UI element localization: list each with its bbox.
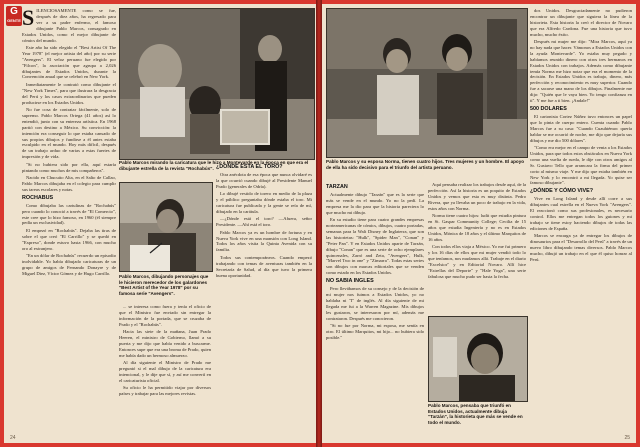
photo-caption: Pablo Marcos, dibujando personajes que le hicieron merecedor de los galardones "Best Artist of the Year 1978" por su famosa serie "Avengers". [119,274,209,296]
left-column-1 [22,8,116,440]
section-heading: 500 DOLARES [530,106,567,112]
article-paragraph: "En un dólar de Rochabús" recuerdo un episodio inolvidable. Yo había dibujado caricaturas de un grupo de amigos de Fernando Donayre y de Miguel Diez, Víctor Gómez y de Hugo Carrillo. [22,252,116,276]
article-paragraph: Norma tiene cuatro hijos: ludit que estudia pintura en St. Gaspar Community College; Cecilia de 15 años que estudia Ingeniería y no es en Estados Unidos, Mónica de 18 años y el último Marquitos de 16 años. [428,213,526,242]
photo-image [120,183,212,271]
section-heading: ROCHABUS [22,194,54,201]
article-paragraph: Hacia las siete de la mañana, Juan Prado Heeren, el ministro de Gobierno, llamó a su puerta y me dijo que había venido a buscarme. Entonces supe que era una broma de Prado, quien me había dado un hermoso almuerzo. [119,329,211,358]
article-paragraph: "Si no fue por Norma, mi esposa, me sentía en otro. El último Marquitos, mi hijo... no hubiera sido posible." [326,323,424,340]
article-paragraph: El cartonista Cortez Núñez tuvo entonces un papel que lo pinta de cuerpo entero. Cuenta cuando Pablo Marcos fue a su casa: "Cuando Cuauhtémoc quería hablar se me ocurrió de noche, me dijo que dejaría sus dibujos y me dio 500 dólares". [530,114,632,143]
article-paragraph: Actualmente dibujo "Tarzán" que es la serie que más se vende en el mundo. Yo no la pedí. La empresa me la dio para que la historia pareciera lo que mucho mi dibujo. [326,192,424,215]
article-paragraph: Inmediatamente le contrató como dibujante el "New York Times", para que ilustrara la desgracia del Perú y los casos extraordinarios que pueden producirse en los Estados Unidos. [22,81,116,105]
left-column-3 [119,304,211,440]
article-paragraph: El empezó en "Rochabús". Dejaba las tiras de sobre el que creó "El Carrillo" y se quedó en "Expreso", donde estuvo hasta 1966, con mucho oro al extranjero. [22,227,116,251]
section-heading: TARZAN [326,184,348,190]
article-paragraph: En su estudio tiene para cuatro grandes empresas norteamericanas de cómics, dibujos, cuatro portadas, semanas para la Walt Disney de Inglaterra, que son las historietas: "Hulk", "Spider Man", "Conan" y "Peter Pan". Y en Estados Unidos aparte de Tarzán, dibujo "Conan" que es una serie de ocho ejemplares quincenales, Zarró and Zeta, "Avengers", Hulk, "Marvel Two in one" y "Zimarra". Todas estas series son dibujos con marcas editoriales que se venden como estado en los Estados Unidos. [326,217,424,276]
article-paragraph: Al día siguiente el Ministro de Prado me preguntó si el mal dibujo de la caricatura era intencional, y le dije que sí, y así me convertí en el caricaturista oficial. [119,360,211,383]
article-paragraph: Otra anécdota de esa época que nunca olvidaré es la que ocurrió cuando dibujé al Presidente Manuel Prado (generales de Odría). [216,172,312,189]
article-paragraph: Su oficio le ha permitido viajar por diversos países y trabajar para las mejores revistas. [119,385,211,397]
article-paragraph: —¿Dónde está el toro? —Afuera, señor Presidente. —Ahí está el toro. [216,216,312,228]
photo-image [429,317,527,401]
photo-artist-portrait [428,316,528,402]
article-paragraph: ... se interesa como fuera y tenía el oficio de que el Ministro fue enviado sin entregar la información de la portada, que se cruzaba de Prado y el "Rochabús". [119,304,211,327]
article-paragraph: Con todos ellos viaja a México. Yo me fui primero y los 16 días de ellos que mi mujer vendió todo lo que teníamos, nos mudamos allá. Trabaje en el diario "Excelsior" y en Editorial Novaro. Allí hice "Estrellas del Deporte" y "Hale Yoga", una serie fabulosa que mucho pudo ser hasta la fecha. [428,244,526,279]
article-paragraph: Pero llevábamos de su consejo y de la decisión de mi mujer nos fuimos a Estados Unidos, yo no hablaba ni "I" de inglés. Al día siguiente de mi llegada me fui a la Warren Magazine. Mis dibujos les gustaron, se interesaron por mí, además me contrataron. Después me conocieron. [326,286,424,321]
photo-image [327,9,527,157]
right-column-1 [326,182,424,440]
article-paragraph: Vive en Long Island y desde allí corre a sus dibujantes cual estrella en el Nueva York "Avengers". El reaccionó como sus profesionales, es necesario control. Ellos me entregan todos los guiones y mi trabajo se tiene estoy haciendo dibujos de todas las ediciones de España. [530,196,632,231]
article-paragraph: Como dibujaba las cartulinas de "Rochabús" pero cuando lo conoció a través de "El Comercio", este cree que lo hizo famoso, en 1960 (él siempre pedía un exclusividad). [22,202,116,226]
dropcap-letter: S [22,8,35,30]
article-paragraph: Pablo Marcos ya es un hombre de fortuna y en Nueva York vive en una mansión con Long Island. Todos los años visita la Quinta Avenida con su familia. [216,229,312,253]
section-heading: ¿DÓNDE Y CÓMO VIVE? [530,188,594,195]
photo-artist-with-caricature [119,8,315,160]
photo-image [120,9,314,159]
article-paragraph: Aquí pensaba realizar los trabajos desde aquí, de la perfección. Así la historia es un poquito de Estados Unidos y vemos que esta es muy distinta. Pedro Rivera, que ya llevaba un poco de trabajo en la vida, estos años con Norma. [428,182,526,211]
article-paragraph: "Como era mejor en el campo de venta a los Estados Unidos, para que todos estos obstáculos en Nueva York como una vuelta de rueda, le dije con otros amigos al Sr. Gustavo Tello que arrancara la firma del primer corto al mismo viaje. Y me dijo que estaba también en New York y lo encontró a mi llegada. Yo quise ser famoso dibujante". [530,145,632,186]
magazine-logo-name: GENTE [7,18,21,23]
article-paragraph: Todos sus contemporáneos. Cuando empezó trabajando con temas de aventuras también en la Secretaría de Salud, al día que tuvo la primera buena oportunidad. [216,254,312,278]
article-paragraph: "Si no hubiera sido por ella, aquí estaría pintando como muchos de mis compañeros". [22,161,116,173]
article-paragraph: Nacido en Chucuito Alta, en el Salto de Callao, Pablo Marcos dibujaba en el colegio para cumplir sus tareas escolares y notas. [22,174,116,192]
photo-artist-drawing [119,182,213,272]
right-column-2 [428,182,526,312]
photo-caption: Pablo Marcos, pensaba que triunfó en Estados Unidos, actualmente dibuja "Tarzán", la historieta que más se vende en todo el mundo. [428,403,523,425]
article-paragraph: Después mi mujer me dijo: "Mira Marcos, aquí ya no hay nada que hacer. Vámonos a Estados Unidos con la ayuda Montevarde". Yo estaba muy pegado y habíamos reunido dinero con otros tres hermanos en Estados Unidos con trabajos. Además como dibujante temía Norma me hizo notar que era el momento de la decisión. En Estados Unidos es trabajo, dinero, más perfección y reconocimiento es muy superior. Cuando fue a sacarse una mano de los dibujos. Finalmente me dijo: "Quién que le vaya bien. Yo tengo confianza en ti". Y me fue a ti bien. ¡Andale!" [530,39,632,104]
article-paragraph: No fue cosa de contratar fácilmente, solo de supremo. Pablo Marcos Ortega (41 años) así lo entendió, junto con su entereza artística. En 1968 partió con destino a México. Su convicción: la intención era conseguir lo que estaba cansado de sus propios dibujos y fundirse a él antes estaba esculpido en el mundo. Hoy más difícil, después de un trabajo arduo de varias a estas fuertes de impresión y de vida. [22,107,116,160]
article-paragraph: Marcos se encarga ya de entregar los dibujos de dinosaurios para el "Desarrollo del Perú" a través de un nuevo libro dibujando temas diversos. Pablo Marcos mucho, dibujó un trabajo en el que él quiso honrar al Perú. [530,233,632,262]
photo-caption: Pablo Marcos y su esposa Norma, tienen cuatro hijos. Tres mujeres y un hombre. El apoyo de ella ha sido decisivo para el triunfo del artista peruano. [326,159,525,170]
intro-paragraph: ILENCIOSAMENTE como se fue, después de diez años, ha regresado para ver a su padre enfermo, el famoso dibujante Pablo Marcos, consagrado en Estados Unidos, como el mejor dibujante de cómics del mundo. [22,8,116,43]
right-column-3 [530,8,632,440]
magazine-logo-letter: G [10,6,18,17]
photo-caption: Pablo Marcos mirando la caricatura que le hizo a Montevarde en la época en que era el dibujante estrella de la revista "Rochabús". [119,160,309,171]
section-heading: NO SABIA INGLES [326,278,374,285]
article-paragraph: Lo dibujé vestido de torero en medio de la plaza y el público preguntaba dónde estaba el toro. Mi caricatura fue publicada y la gente se reía de mí, dibujado en la carátula. [216,191,312,214]
article-paragraph: Este año ha sido elegido el "Best Artist Of The Year 1978" (el mejor artista del año) por su serie "Avengers". El veloz peruano fue elegido por "Filcon", la asociación que agrupa a 2,026 dibujantes de Estados Unidos, durante la Convención anual que se celebró en New York. [22,44,116,80]
photo-artist-with-wife [326,8,528,158]
right-page [322,4,636,443]
article-paragraph: dos Unidos. Desgraciadamente no pudieron encontrar un dibujante que siguiera la línea de la historieta. Esta historia la creó el director de Novaro que era Alfredo Cardona. Fue una historia que tuvo mucho, mucho éxito. [530,8,632,37]
page-number: 24 [10,435,16,441]
left-column-2 [216,162,312,440]
magazine-logo [6,6,22,26]
page-number: 25 [624,435,630,441]
section-heading: ¿DONDE ESTA EL TORO? [216,164,283,170]
left-page [4,4,316,443]
